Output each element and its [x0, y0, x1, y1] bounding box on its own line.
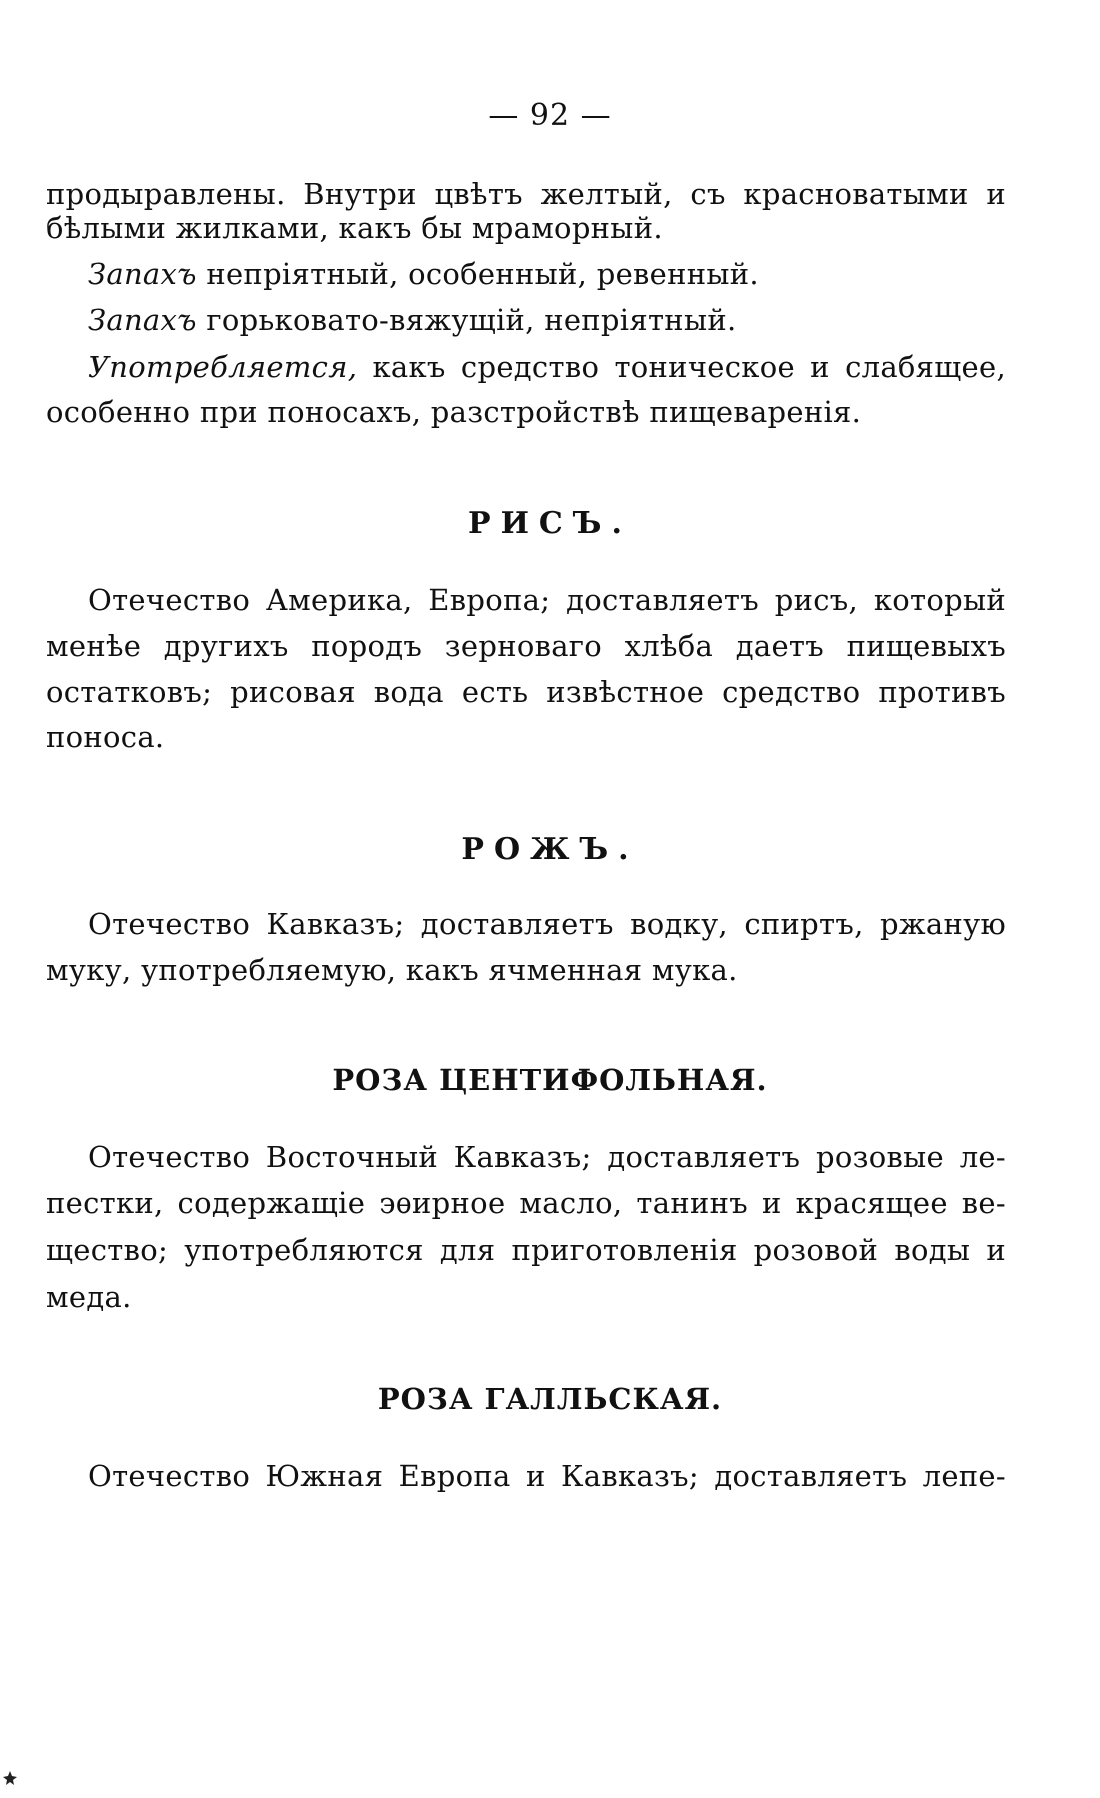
section-title: РОЖЪ.	[461, 832, 639, 867]
body-line	[88, 350, 1006, 384]
body-line: поноса.	[46, 720, 165, 754]
section-title: РОЗА ЦЕНТИФОЛЬНАЯ.	[332, 1063, 768, 1097]
body-line: остатковъ; рисовая вода есть извѣстное средство противъ	[46, 675, 1006, 709]
body-line: Отечество Америка, Европа; доставляетъ рисъ, который	[88, 583, 1006, 617]
usage-label: Употребляется,	[88, 350, 358, 384]
usage-text: какъ средство тоническое и слабящее,	[372, 350, 1006, 384]
body-line: продыравлены. Внутри цвѣтъ желтый, съ красноватыми и	[46, 177, 1006, 211]
body-line: пестки, содержащіе эѳирное масло, танинъ и красящее ве-	[46, 1186, 1006, 1220]
body-line: Отечество Кавказъ; доставляетъ водку, спиртъ, ржаную	[88, 907, 1006, 941]
smell-text: непріятный, особенный, ревенный.	[206, 257, 759, 291]
body-line	[88, 257, 759, 291]
body-line: щество; употребляются для приготовленія розовой воды и	[46, 1233, 1006, 1267]
smell-text: горьковато-вяжущій, непріятный.	[206, 303, 737, 337]
smell-label: Запахъ	[88, 303, 197, 337]
page-number: — 92 —	[488, 98, 612, 133]
printer-ornament-icon	[2, 1770, 18, 1786]
body-line: меда.	[46, 1280, 132, 1314]
smell-label: Запахъ	[88, 257, 197, 291]
body-line	[88, 303, 737, 337]
body-line: особенно при поносахъ, разстройствѣ пищеваренія.	[46, 395, 862, 429]
section-title: РОЗА ГАЛЛЬСКАЯ.	[377, 1382, 723, 1416]
body-line: менѣе другихъ породъ зерноваго хлѣба даетъ пищевыхъ	[46, 629, 1006, 663]
body-line: муку, употребляемую, какъ ячменная мука.	[46, 953, 738, 987]
body-line: Отечество Южная Европа и Кавказъ; доставляетъ лепе-	[88, 1459, 1006, 1493]
body-line: Отечество Восточный Кавказъ; доставляетъ розовые ле-	[88, 1140, 1006, 1174]
body-line: бѣлыми жилками, какъ бы мраморный.	[46, 211, 663, 245]
section-title: РИСЪ.	[468, 506, 632, 541]
